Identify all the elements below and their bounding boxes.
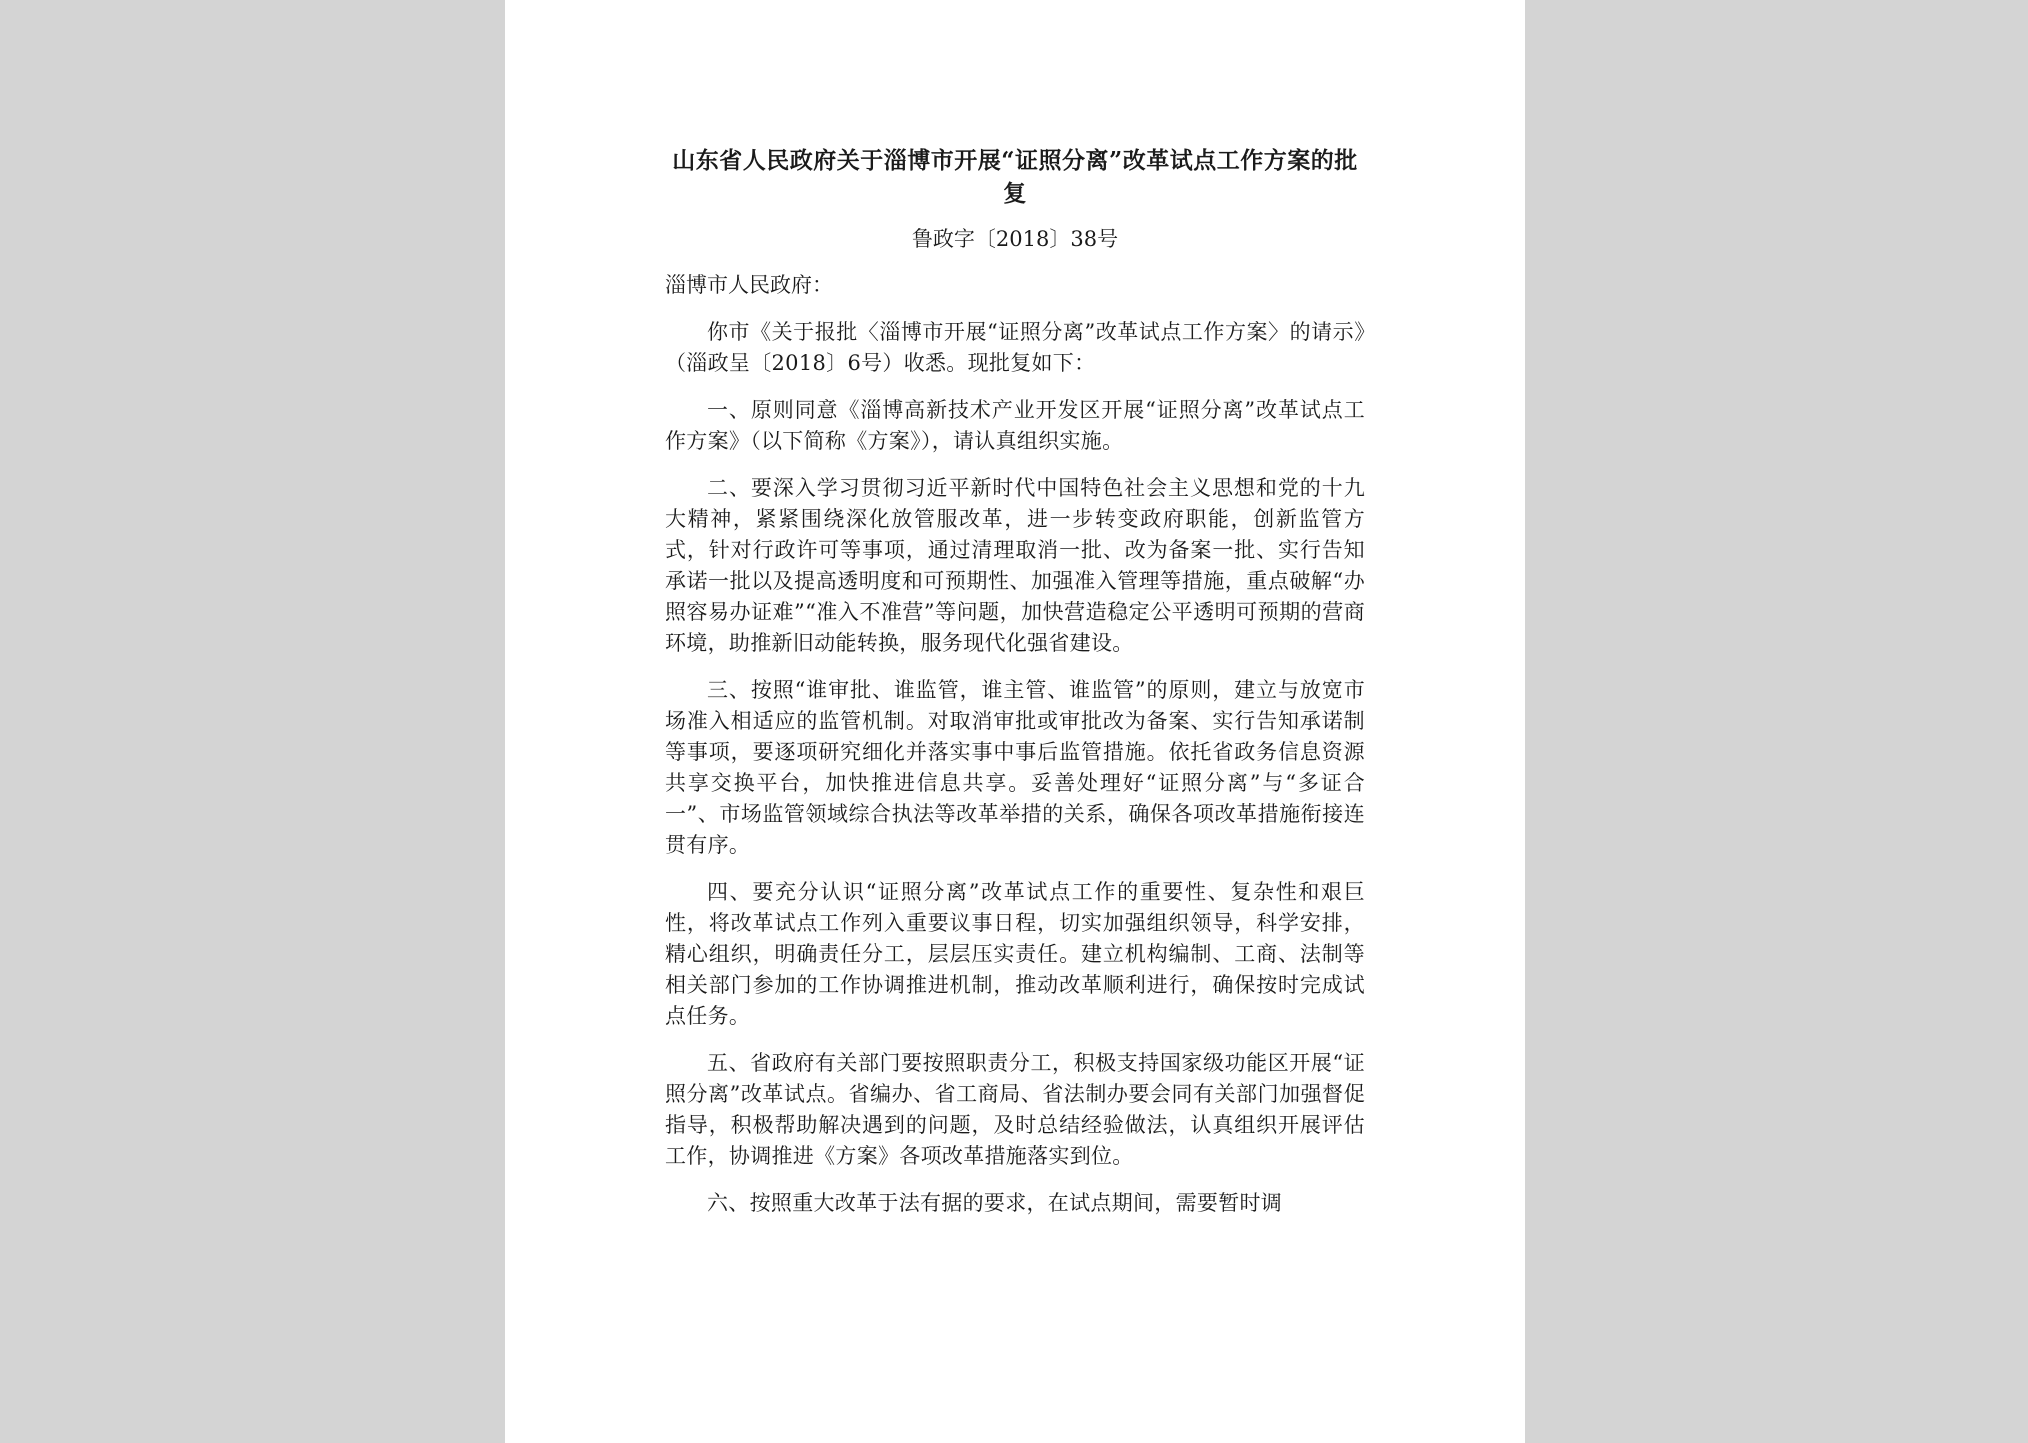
paragraph-2: 二、要深入学习贯彻习近平新时代中国特色社会主义思想和党的十九大精神，紧紧围绕深化放管服改革，进一步转变政府职能，创新监管方式，针对行政许可等事项，通过清理取消一批、改为备案一批、实行告知承诺一批以及提高透明度和可预期性、加强准入管理等措施，重点破解“办照容易办证难”“准入不准营”等问题，加快营造稳定公平透明可预期的营商环境，助推新旧动能转换，服务现代化强省建设。 — [665, 476, 1365, 655]
paragraph-1: 一、原则同意《淄博高新技术产业开发区开展“证照分离”改革试点工作方案》（以下简称《方案》），请认真组织实施。 — [665, 398, 1365, 453]
document-page — [505, 0, 1525, 1443]
paragraph-intro: 你市《关于报批〈淄博市开展“证照分离”改革试点工作方案〉的请示》（淄政呈〔2018〕6号）收悉。现批复如下： — [665, 320, 1365, 375]
document-number: 鲁政字〔2018〕38号 — [911, 227, 1119, 251]
paragraph-4: 四、要充分认识“证照分离”改革试点工作的重要性、复杂性和艰巨性，将改革试点工作列入重要议事日程，切实加强组织领导，科学安排，精心组织，明确责任分工，层层压实责任。建立机构编制、工商、法制等相关部门参加的工作协调推进机制，推动改革顺利进行，确保按时完成试点任务。 — [665, 880, 1365, 1028]
paragraph-3: 三、按照“谁审批、谁监管，谁主管、谁监管”的原则，建立与放宽市场准入相适应的监管机制。对取消审批或审批改为备案、实行告知承诺制等事项，要逐项研究细化并落实事中事后监管措施。依托省政务信息资源共享交换平台，加快推进信息共享。妥善处理好“证照分离”与“多证合一”、市场监管领域综合执法等改革举措的关系，确保各项改革措施衔接连贯有序。 — [665, 678, 1365, 857]
salutation: 淄博市人民政府： — [665, 273, 833, 297]
document-title: 山东省人民政府关于淄博市开展“证照分离”改革试点工作方案的批复 — [672, 147, 1358, 207]
paragraph-5: 五、省政府有关部门要按照职责分工，积极支持国家级功能区开展“证照分离”改革试点。省编办、省工商局、省法制办要会同有关部门加强督促指导，积极帮助解决遇到的问题，及时总结经验做法，认真组织开展评估工作，协调推进《方案》各项改革措施落实到位。 — [665, 1051, 1365, 1168]
document-content — [665, 144, 1365, 1219]
paragraph-6: 六、按照重大改革于法有据的要求，在试点期间，需要暂时调 — [707, 1191, 1283, 1215]
